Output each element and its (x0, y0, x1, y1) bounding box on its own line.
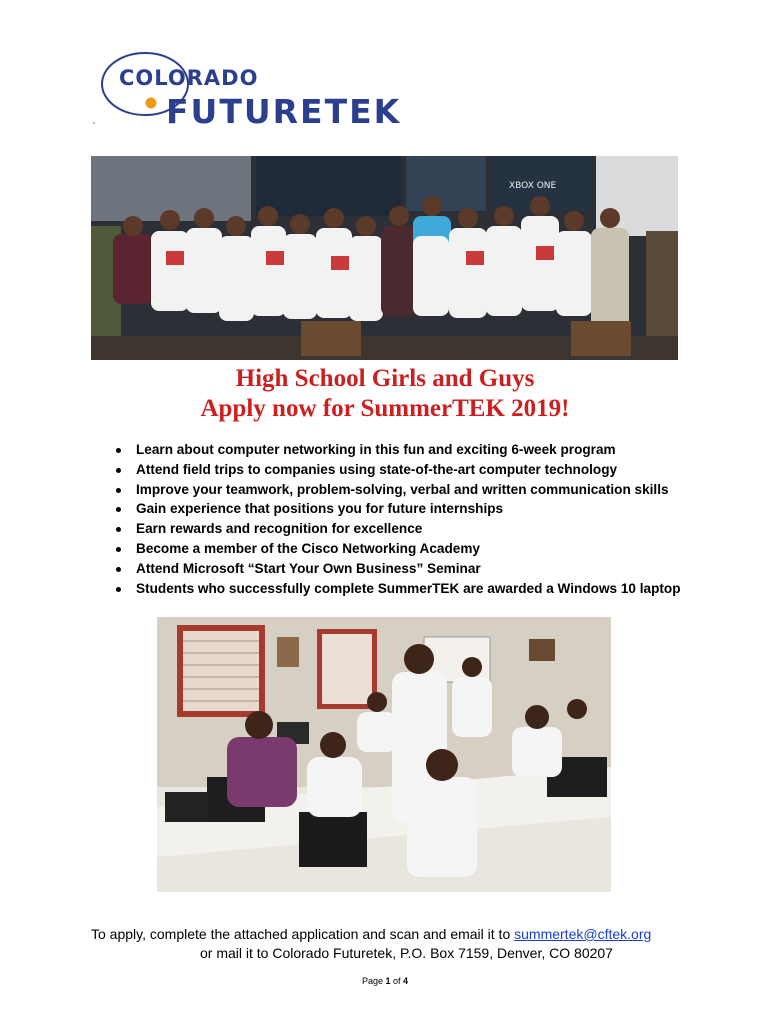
bullet-icon (116, 507, 121, 512)
apply-text: To apply, complete the attached application and scan and email it to (91, 926, 511, 942)
list-item-text: Earn rewards and recognition for excellence (136, 521, 423, 537)
bullet-icon (116, 567, 121, 572)
list-item-text: Improve your teamwork, problem-solving, verbal and written communication skills (136, 481, 669, 497)
apply-instructions (91, 926, 651, 942)
list-item-text: Learn about computer networking in this fun and exciting 6-week program (136, 442, 616, 457)
list-item (113, 519, 713, 539)
bullet-icon (116, 547, 121, 552)
bullet-icon (116, 527, 121, 532)
list-item-text: Gain experience that positions you for future internships (136, 501, 504, 517)
list-item-text: Attend field trips to companies using state-of-the-art computer technology (136, 461, 618, 477)
list-item-text: Students who successfully complete SummerTEK are awarded a Windows 10 laptop (136, 580, 681, 596)
list-item (113, 440, 713, 460)
xbox-one-sign: XBOX ONE (509, 181, 557, 191)
bullet-icon (116, 448, 121, 453)
list-item (113, 460, 713, 480)
list-item (113, 499, 713, 519)
bullet-icon (116, 587, 121, 592)
benefits-list (113, 440, 713, 598)
list-item-text: Attend Microsoft “Start Your Own Business” Seminar (136, 560, 481, 576)
email-link[interactable]: summertek@cftek.org (514, 926, 652, 942)
bullet-icon (116, 468, 121, 473)
stray-mark: ` (92, 120, 96, 134)
headline-line-1: High School Girls and Guys (235, 365, 535, 392)
logo-text-colorado: COLORADO (119, 66, 259, 90)
list-item (113, 559, 713, 579)
bullet-icon (116, 488, 121, 493)
list-item (113, 579, 713, 599)
page-number: Page 1 of 4 (361, 976, 409, 986)
headline-line-2: Apply now for SummerTEK 2019! (200, 395, 570, 422)
list-item (113, 539, 713, 559)
logo-text-futuretek: FUTURETEK (166, 92, 402, 131)
classroom-photo (157, 617, 611, 892)
mail-instructions: or mail it to Colorado Futuretek, P.O. Box 7159, Denver, CO 80207 (200, 945, 613, 961)
list-item-text: Become a member of the Cisco Networking Academy (136, 540, 480, 556)
group-photo (91, 156, 678, 360)
list-item (113, 480, 713, 500)
colorado-futuretek-logo (96, 46, 446, 136)
